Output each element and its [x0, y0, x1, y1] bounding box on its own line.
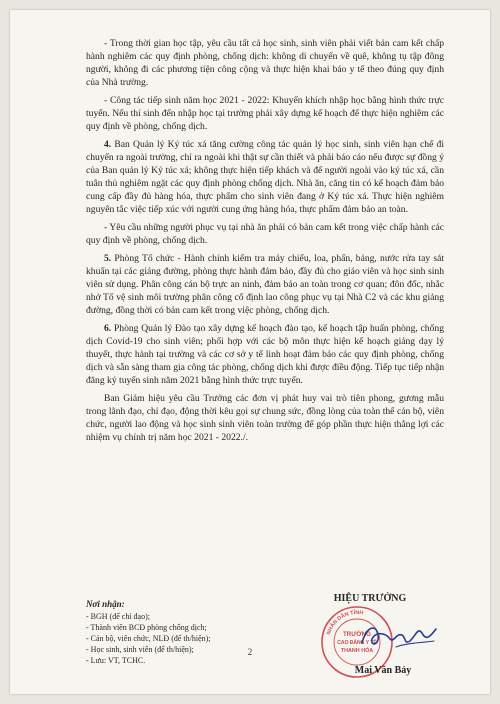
paragraph-7: Ban Giám hiệu yêu cầu Trưởng các đơn vị phát huy vai trò tiên phong, gương mẫu trong lãnh đạo, chỉ đạo, động thời kêu gọi sự chung sức, đồng lòng của toàn thể cán bộ, viên chức, người lao động và học sinh sinh viên toàn trường để góp phần thực hiện thắng lợi các nhiệm vụ chính trị năm học 2021 - 2022./. [86, 393, 444, 443]
document-footer [86, 593, 444, 679]
stamp-line-3: THANH HÓA [340, 648, 374, 654]
recipient-item: - Cán bộ, viên chức, NLĐ (để th/hiện); [86, 634, 211, 643]
paragraph-3: 4. Ban Quản lý Ký túc xá tăng cường công tác quản lý học sinh, sinh viên hạn chế đi chuyển ra ngoài trường, chỉ ra ngoài khi thật sự cần thiết và phải báo cáo nếu được sự đồng ý của Ban quản lý Ký túc xá; không thực hiện tiếp khách và để người ngoài vào ký túc xá, cần tuân thủ nghiêm ngặt các quy định phòng chống dịch. Nhà ăn, căng tin có kế hoạch đảm bảo cung cấp đầy đủ hàng hóa, thực phẩm cho sinh viên đang ở Ký túc xá. Thực hiện nghiêm nguyên tắc việc tiếp xúc với người cung ứng hàng hóa, thực phẩm đảm bảo an toàn. [86, 139, 444, 215]
signer-name: Mai Văn Bảy [354, 665, 412, 676]
paragraph-6: 6. Phòng Quản lý Đào tạo xây dựng kế hoạch đào tạo, kế hoạch tập huấn phòng, chống dịch Covid-19 cho sinh viên; phối hợp với các bộ môn thực hiện kế hoạch giảng dạy lý thuyết, thực hành tại trường và các cơ sở y tế linh hoạt đảm bảo các quy định phòng, chống dịch và sẵn sàng tham gia công tác phòng, chống dịch khi được điều động. Tiếp tục tiếp nhận đăng ký tuyển sinh năm 2021 bằng hình thức trực tuyến. [86, 323, 444, 386]
stamp-outer-text: NHÂN DÂN TỈNH [326, 609, 364, 636]
document-body [86, 37, 444, 449]
document-page [10, 10, 490, 694]
recipients-title: Nơi nhận: [86, 599, 125, 609]
signer-title: HIỆU TRƯỞNG [333, 593, 407, 604]
recipient-item: - Thành viên BCĐ phòng chống dịch; [86, 623, 207, 632]
paragraph-1: - Trong thời gian học tập, yêu cầu tất cả học sinh, sinh viên phải viết bản cam kết chấp hành nghiêm các quy định phòng, chống dịch: không di chuyển về quê, không tụ tập đông người, không đi các phương tiện công cộng và thực hiện khai báo y tế theo đúng quy định của Nhà trường. [86, 38, 444, 88]
paragraph-2: - Công tác tiếp sinh năm học 2021 - 2022: Khuyến khích nhập học bằng hình thức trực tuyến. Nếu thí sinh đến nhập học tại trường phải xây dựng kế hoạch để thực hiện nghiêm các quy định về phòng, chống dịch. [86, 95, 444, 132]
page-number: 2 [247, 647, 253, 657]
stamp-line-1: TRƯỜNG [343, 631, 371, 638]
paragraph-4: - Yêu cầu những người phục vụ tại nhà ăn phải có bản cam kết trong việc chấp hành các quy định về phòng, chống dịch. [86, 222, 444, 246]
recipient-item: - Học sinh, sinh viên (để th/hiện); [86, 645, 194, 654]
recipient-item: - BGH (để chỉ đạo); [86, 612, 150, 621]
paragraph-5: 5. Phòng Tổ chức - Hành chính kiểm tra máy chiếu, loa, phấn, bảng, nước rửa tay sát khuẩn tại các giảng đường, phòng thực hành đảm bảo, đầy đủ cho giáo viên và học sinh sinh viên sử dụng. Phân công cán bộ trực an ninh, đảm bảo an toàn trong cơ quan; đôn đốc, nhắc nhở Tổ vệ sinh môi trường phân công cố định lao công phục vụ tại Nhà C2 và các khu giảng đường, đồng thời có bản cam kết trong việc phòng, chống dịch. [86, 253, 444, 316]
stamp-line-2: CAO ĐẲNG Y TẾ [337, 640, 377, 646]
signature-block [296, 593, 444, 693]
recipient-item: - Lưu: VT, TCHC. [86, 656, 146, 665]
